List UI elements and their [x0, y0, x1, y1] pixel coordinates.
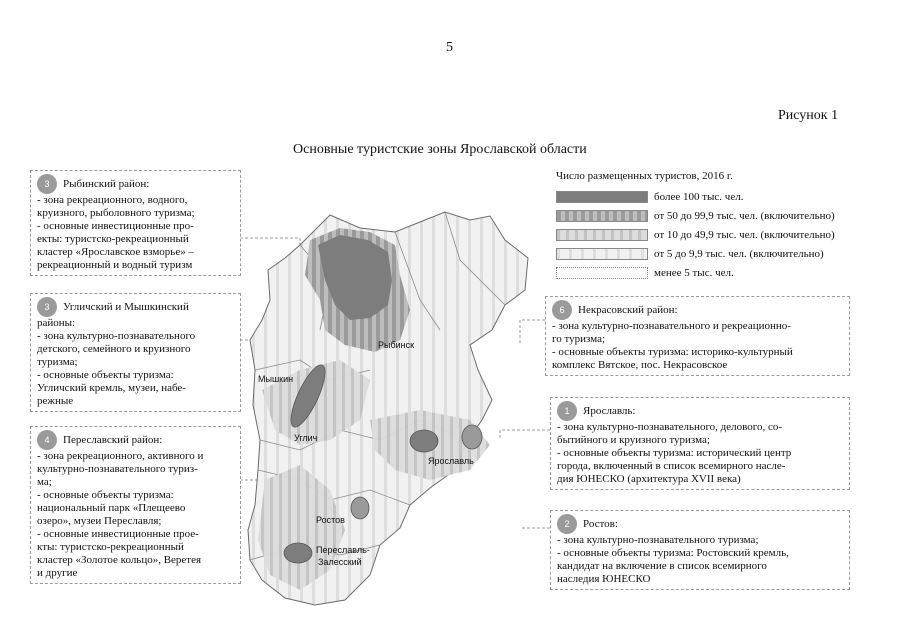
figure-label: Рисунок 1 — [778, 108, 839, 123]
callout-line: - основные объекты туризма: историко-культурный — [552, 346, 793, 358]
yaroslavl-ellipse — [410, 430, 438, 452]
legend-swatch — [556, 229, 648, 241]
legend-label: от 5 до 9,9 тыс. чел. (включительно) — [654, 247, 824, 260]
callout-line: комплекс Вятское, пос. Некрасовское — [552, 359, 728, 371]
callout-line: озеро», музеи Переславля; — [37, 515, 162, 527]
callout-heading: Ростов: — [583, 517, 618, 530]
legend-item — [556, 245, 835, 262]
callout-line: рекреационный и водный туризм — [37, 259, 193, 271]
legend-swatch — [556, 248, 648, 260]
zone-number-badge: 2 — [557, 514, 577, 534]
legend-item — [556, 226, 835, 243]
legend-item — [556, 188, 835, 205]
callout-uglich — [30, 293, 241, 412]
callout-line: города, включенный в список всемирного насле- — [557, 460, 786, 472]
callout-rostov — [550, 510, 850, 590]
legend-label: от 10 до 49,9 тыс. чел. (включительно) — [654, 228, 835, 241]
callout-heading: Рыбинский район: — [63, 177, 150, 190]
callout-line: национальный парк «Плещеево — [37, 502, 186, 514]
callout-line: - основные объекты туризма: — [37, 369, 174, 381]
callout-line: Угличский кремль, музеи, набе- — [37, 382, 186, 394]
callout-line: дия ЮНЕСКО (архитектура XVII века) — [557, 473, 741, 485]
callout-line: - основные инвестиционные про- — [37, 220, 194, 232]
zone-number-badge: 6 — [552, 300, 572, 320]
zone-number-badge: 3 — [37, 174, 57, 194]
legend-label: от 50 до 99,9 тыс. чел. (включительно) — [654, 209, 835, 222]
callout-line: го туризма; — [552, 333, 606, 345]
callout-line: бытийного и круизного туризма; — [557, 434, 710, 446]
legend-swatch — [556, 210, 648, 222]
zone-number-badge: 3 — [37, 297, 57, 317]
callout-line: - зона культурно-познавательного туризма; — [557, 534, 759, 546]
callout-line: наследия ЮНЕСКО — [557, 573, 651, 585]
callout-line: - основные инвестиционные прое- — [37, 528, 199, 540]
callout-heading: Переславский район: — [63, 433, 163, 446]
legend-label: более 100 тыс. чел. — [654, 190, 744, 203]
callout-line: - зона рекреационного, водного, — [37, 194, 188, 206]
legend-swatch — [556, 267, 648, 279]
zone-number-badge: 1 — [557, 401, 577, 421]
callout-line: кластер «Золотое кольцо», Веретея — [37, 554, 202, 566]
city-label-uglich: Углич — [294, 433, 318, 443]
legend-title: Число размещенных туристов, 2016 г. — [556, 170, 733, 182]
callout-line: культурно-познавательного туриз- — [37, 463, 198, 475]
city-label-rostov: Ростов — [316, 515, 345, 525]
callout-line: - основные объекты туризма: Ростовский кремль, — [557, 547, 789, 559]
city-label-myshkin: Мышкин — [258, 374, 294, 384]
city-label-rybinsk: Рыбинск — [378, 340, 415, 350]
callout-line: - зона культурно-познавательного и рекреационно- — [552, 320, 791, 332]
callout-line: - зона культурно-познавательного, делового, со- — [557, 421, 783, 433]
callout-rybinsk — [30, 170, 241, 276]
callout-line: кандидат на включение в список всемирного — [557, 560, 767, 572]
callout-line: ма; — [37, 476, 52, 488]
callout-pereslavl — [30, 426, 241, 584]
callout-heading: Ярославль: — [583, 404, 636, 417]
callout-nekrasov — [545, 296, 850, 376]
callout-line: кты: туристско-рекреационный — [37, 541, 184, 553]
callout-line: туризма; — [37, 356, 78, 368]
city-label-pereslavl-2: Залесский — [318, 557, 362, 567]
callout-line: - зона рекреационного, активного и — [37, 450, 204, 462]
city-label-yaroslavl: Ярославль — [428, 456, 474, 466]
pereslavl-ellipse — [284, 543, 312, 563]
yaroslavl-east-ellipse — [462, 425, 482, 449]
rostov-ellipse — [351, 497, 369, 519]
callout-line: кластер «Ярославское взморье» – — [37, 246, 194, 258]
callout-heading: Некрасовский район: — [578, 303, 678, 316]
page-number: 5 — [446, 40, 453, 55]
map-title: Основные туристские зоны Ярославской области — [293, 142, 587, 157]
callout-line: и другие — [37, 567, 78, 579]
callout-line: районы: — [37, 317, 76, 329]
legend-item — [556, 207, 835, 224]
zone-number-badge: 4 — [37, 430, 57, 450]
legend-item — [556, 264, 835, 281]
callout-line: режные — [37, 395, 74, 407]
legend-swatch — [556, 191, 648, 203]
callout-heading: Угличский и Мышкинский — [63, 300, 189, 313]
callout-line: екты: туристско-рекреационный — [37, 233, 189, 245]
callout-line: круизного, рыболовного туризма; — [37, 207, 195, 219]
legend — [556, 170, 835, 283]
callout-line: - зона культурно-познавательного — [37, 330, 196, 342]
callout-line: - основные объекты туризма: исторический центр — [557, 447, 792, 459]
legend-label: менее 5 тыс. чел. — [654, 266, 734, 279]
callout-line: детского, семейного и круизного — [37, 343, 191, 355]
callout-yaroslavl — [550, 397, 850, 490]
city-label-pereslavl-1: Переславль- — [316, 545, 370, 555]
callout-line: - основные объекты туризма: — [37, 489, 174, 501]
